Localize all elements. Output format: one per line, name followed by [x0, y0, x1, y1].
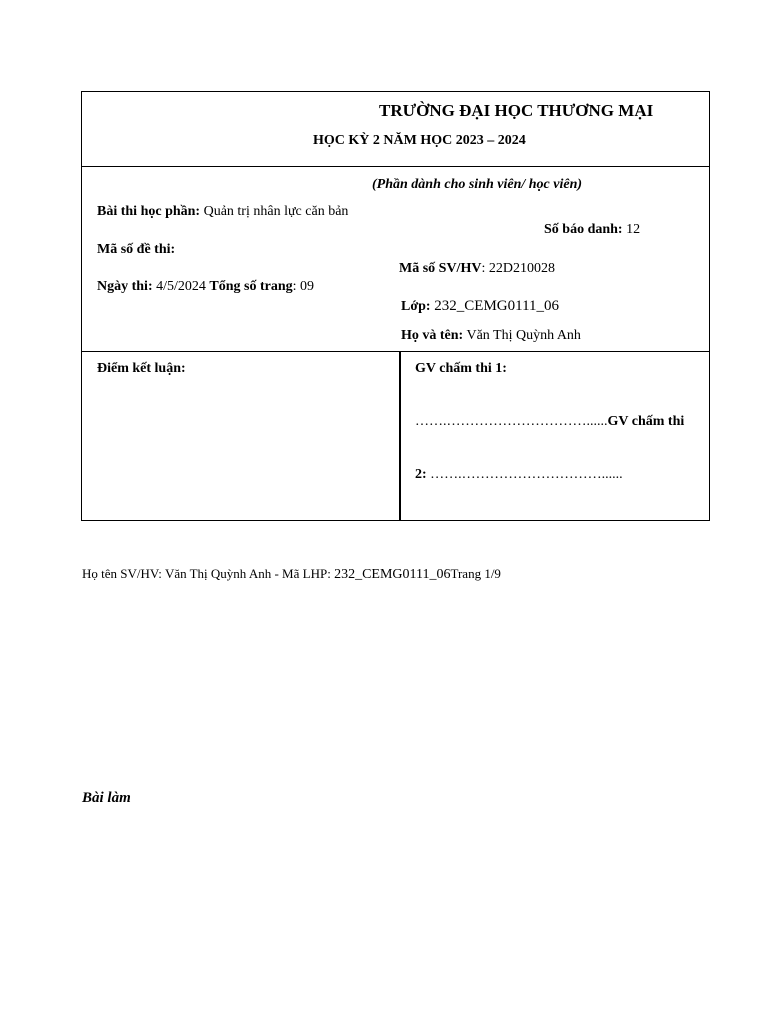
exam-date-label: Ngày thi:	[97, 279, 153, 294]
grader2-signature-line	[415, 467, 623, 483]
course-label: Bài thi học phần:	[97, 204, 201, 219]
student-id-value: : 22D210028	[481, 261, 555, 276]
exam-header-table	[81, 91, 710, 521]
exam-date-value: 4/5/2024	[156, 279, 206, 294]
total-pages-label: Tổng số trang	[209, 279, 293, 294]
grader2-dots: …….…………………………......	[430, 467, 623, 482]
grader1-dots: …….…………………………......	[415, 414, 608, 429]
class-value: 232_CEMG0111_06	[434, 298, 560, 314]
class-line	[401, 297, 559, 316]
fullname-label: Họ và tên:	[401, 328, 464, 343]
grading-column-divider	[399, 352, 401, 520]
fullname-line	[401, 328, 581, 344]
grader1-signature-line	[415, 414, 684, 430]
candidate-number-value: 12	[626, 222, 641, 237]
student-section-note: (Phần dành cho sinh viên/ học viên)	[372, 177, 583, 192]
exam-date-line	[97, 279, 314, 295]
footer-student-text: Họ tên SV/HV: Văn Thị Quỳnh Anh - Mã LHP:	[82, 566, 331, 581]
course-value: Quản trị nhân lực căn bản	[203, 204, 349, 219]
footer-lhp-code: 232_CEMG0111_06	[334, 567, 451, 582]
student-id-label: Mã số SV/HV	[399, 261, 482, 276]
grader2-label-part2: 2:	[415, 467, 427, 482]
footer-student-info	[82, 566, 501, 583]
exam-code-label: Mã số đề thi:	[97, 242, 176, 257]
header-divider	[82, 166, 709, 167]
school-name: TRƯỜNG ĐẠI HỌC THƯƠNG MẠI	[379, 101, 654, 120]
grader2-label-part1: GV chấm thi	[607, 414, 685, 429]
candidate-number-label: Số báo danh:	[544, 222, 623, 237]
grading-divider	[82, 351, 709, 352]
fullname-value: Văn Thị Quỳnh Anh	[466, 328, 581, 343]
grader1-label: GV chấm thi 1:	[415, 361, 507, 376]
exam-code-line	[97, 242, 175, 258]
class-label: Lớp:	[401, 299, 431, 314]
candidate-number-line	[544, 222, 640, 238]
semester-title: HỌC KỲ 2 NĂM HỌC 2023 – 2024	[313, 133, 526, 148]
course-line	[97, 204, 348, 220]
footer-page-info: Trang 1/9	[450, 566, 501, 581]
student-id-line	[399, 261, 555, 277]
answer-heading: Bài làm	[82, 790, 131, 806]
total-pages-value: : 09	[292, 279, 315, 294]
final-score-label: Điểm kết luận:	[97, 361, 186, 376]
